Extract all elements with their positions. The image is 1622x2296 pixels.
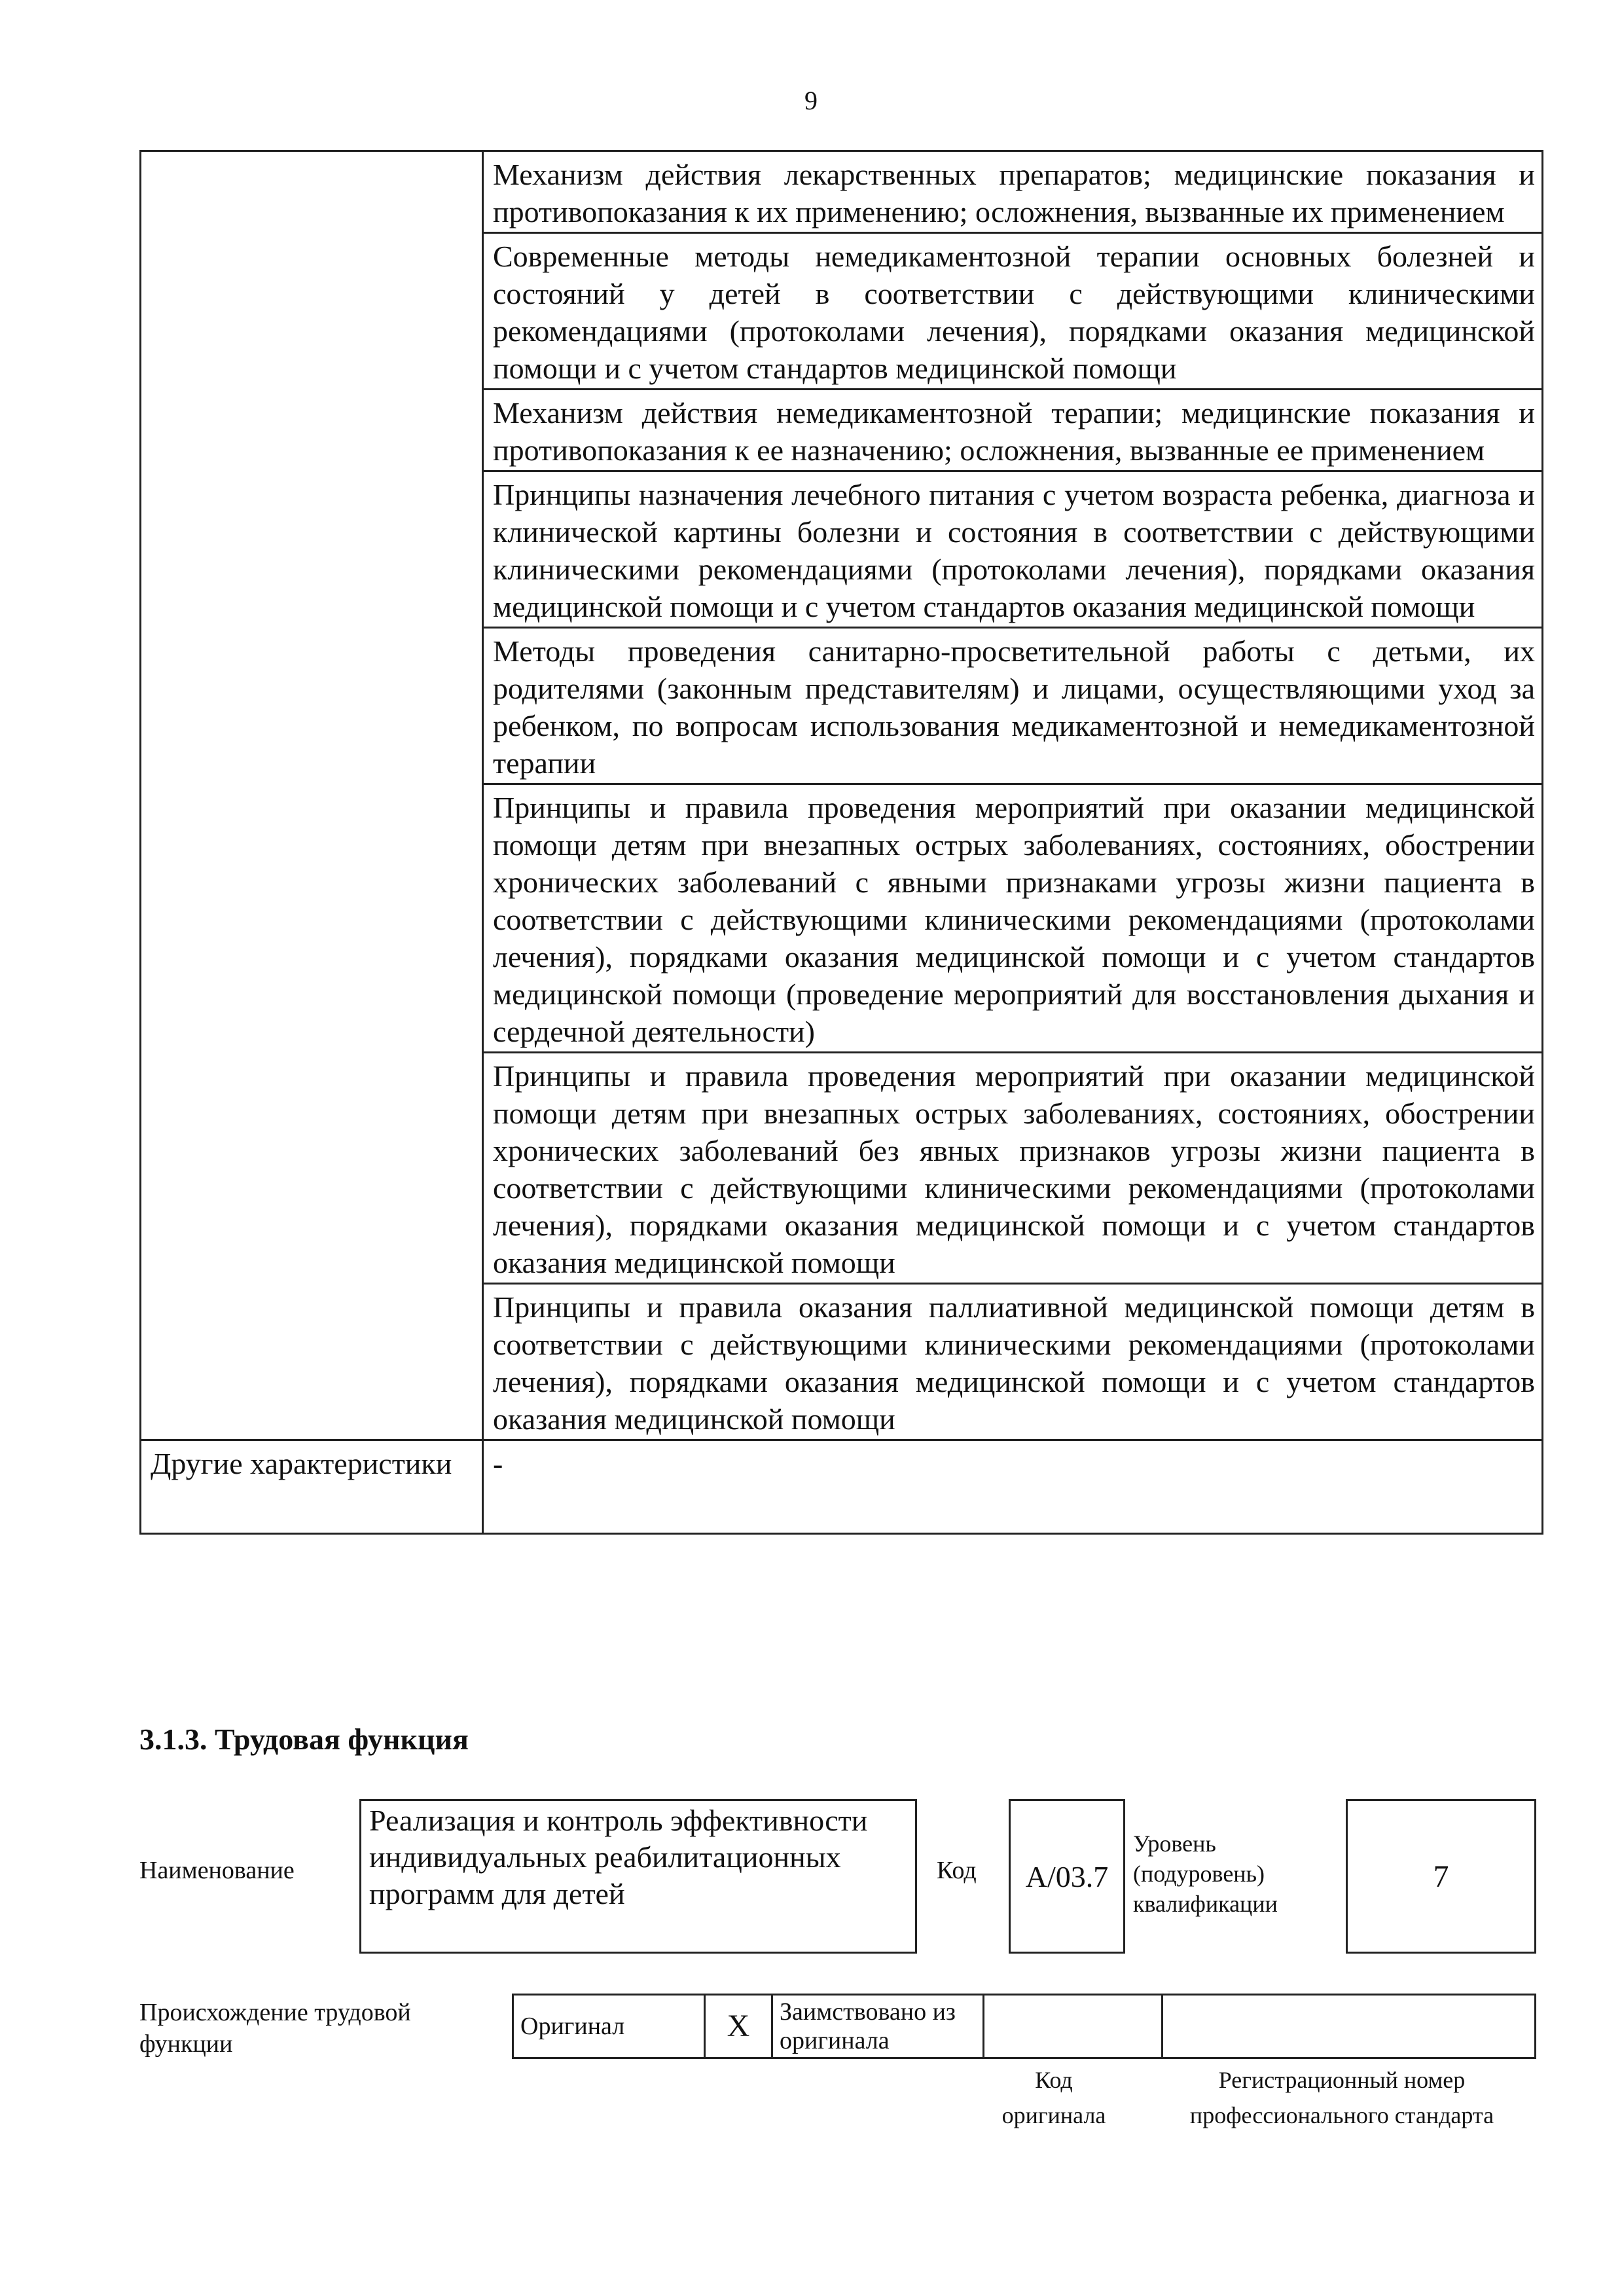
knowledge-label-cell xyxy=(141,151,483,1440)
registration-number-cell xyxy=(1162,1995,1536,2058)
origin-label xyxy=(139,1997,411,2060)
knowledge-cell: Современные методы немедикаментозной терапии основных болезней и состояний у детей в соответствии с действующими клиническими рекомендациями (протоколами лечения), порядками оказания медицинской помощи и с учетом стандартов медицинской помощи xyxy=(483,233,1543,390)
table-row xyxy=(141,151,1543,233)
other-characteristics-label: Другие характеристики xyxy=(141,1440,483,1534)
level-label-line: квалификации xyxy=(1133,1891,1278,1917)
origin-table xyxy=(512,1994,1536,2059)
table-row-other xyxy=(141,1440,1543,1534)
origin-label-line: функции xyxy=(139,2030,233,2058)
caption-line: профессионального стандарта xyxy=(1189,2102,1494,2128)
code-label: Код xyxy=(937,1857,977,1884)
caption-line: Код xyxy=(1035,2067,1073,2093)
original-mark-cell: Х xyxy=(705,1995,772,2058)
section-title: 3.1.3. Трудовая функция xyxy=(139,1722,469,1756)
knowledge-cell: Механизм действия немедикаментозной терапии; медицинские показания и противопоказания к ее назначению; осложнения, вызванные ее применением xyxy=(483,390,1543,471)
other-characteristics-value: - xyxy=(483,1440,1543,1534)
level-label-line: Уровень xyxy=(1133,1831,1216,1857)
table-row xyxy=(513,1995,1536,2058)
page-number: 9 xyxy=(804,86,818,115)
origin-label-line: Происхождение трудовой xyxy=(139,1999,411,2026)
original-code-cell xyxy=(984,1995,1162,2058)
registration-number-caption xyxy=(1139,2062,1545,2133)
knowledge-cell: Принципы и правила проведения мероприятий при оказании медицинской помощи детям при внезапных острых заболеваниях, состояниях, обострении хронических заболеваний с явными признаками угрозы жизни пациента в соответствии с действующими клиническими рекомендациями (протоколами лечения), порядками оказания медицинской помощи и с учетом стандартов медицинской помощи (проведение мероприятий для восстановления дыхания и сердечной деятельности) xyxy=(483,784,1543,1053)
knowledge-table xyxy=(139,150,1543,1535)
function-name-box: Реализация и контроль эффективности индивидуальных реабилитационных программ для детей xyxy=(359,1799,917,1954)
borrowed-label-cell: Заимствовано из оригинала xyxy=(772,1995,984,2058)
caption-line: оригинала xyxy=(1001,2102,1106,2128)
knowledge-cell: Методы проведения санитарно-просветительной работы с детьми, их родителями (законным представителям) и лицами, осуществляющими уход за ребенком, по вопросам использования медикаментозной и немедикаментозной терапии xyxy=(483,628,1543,784)
knowledge-cell: Принципы и правила проведения мероприятий при оказании медицинской помощи детям при внезапных острых заболеваниях, состояниях, обострении хронических заболеваний без явных признаков угрозы жизни пациента в соответствии с действующими клиническими рекомендациями (протоколами лечения), порядками оказания медицинской помощи и с учетом стандартов оказания медицинской помощи xyxy=(483,1053,1543,1284)
level-label xyxy=(1133,1829,1278,1919)
knowledge-cell: Принципы и правила оказания паллиативной медицинской помощи детям в соответствии с действующими клиническими рекомендациями (протоколами лечения), порядками оказания медицинской помощи и с учетом стандартов оказания медицинской помощи xyxy=(483,1284,1543,1440)
original-code-caption xyxy=(969,2062,1139,2133)
level-label-line: (подуровень) xyxy=(1133,1861,1265,1887)
function-code-box: А/03.7 xyxy=(1009,1799,1125,1954)
knowledge-cell: Принципы назначения лечебного питания с учетом возраста ребенка, диагноза и клинической картины болезни и состояния в соответствии с действующими клиническими рекомендациями (протоколами лечения), порядками оказания медицинской помощи и с учетом стандартов оказания медицинской помощи xyxy=(483,471,1543,628)
knowledge-cell: Механизм действия лекарственных препаратов; медицинские показания и противопоказания к их применению; осложнения, вызванные их применением xyxy=(483,151,1543,233)
qualification-level-box: 7 xyxy=(1346,1799,1536,1954)
caption-line: Регистрационный номер xyxy=(1218,2067,1466,2093)
name-label: Наименование xyxy=(139,1857,295,1884)
original-label-cell: Оригинал xyxy=(513,1995,705,2058)
